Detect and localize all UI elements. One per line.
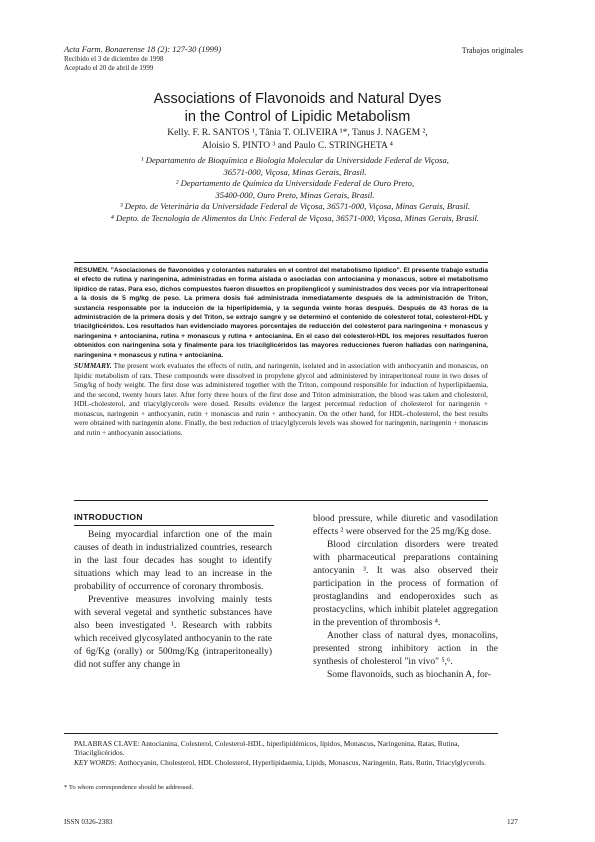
affiliations	[60, 155, 530, 224]
body-paragraph: Preventive measures involving mainly tests with several vegetal and synthetic substances have also been investigated ¹. Research with rabbits which received glycosylated anthocyanin to the rate of 6g/Kg (orally) or 500mg/Kg (intraperitoneally) did not suffer any change in	[74, 595, 272, 670]
affiliation-line: ³ Depto. de Veterinária da Universidade Federal de Viçosa, 36571-000, Viçosa, Minas Gerais, Brasil.	[119, 201, 470, 211]
keywords-top-rule	[64, 733, 498, 734]
title-line: Associations of Flavonoids and Natural Dyes	[153, 91, 442, 107]
title-line: in the Control of Lipidic Metabolism	[184, 109, 411, 125]
keywords-en	[74, 758, 492, 767]
affiliation-line: ² Departamento de Química da Universidade Federal de Ouro Preto,	[175, 178, 415, 188]
correspondence-footnote: * To whom correspondence should be addressed.	[64, 784, 194, 791]
section-label: Trabajos originales	[461, 46, 523, 55]
keywords-es	[74, 739, 492, 758]
keywords-es-label: PALABRAS CLAVE:	[74, 739, 140, 748]
resumen-paragraph	[74, 266, 488, 360]
paper-title	[0, 90, 595, 126]
accepted-date: Aceptado el 20 de abril de 1999	[64, 64, 154, 72]
section-heading: INTRODUCTION	[74, 512, 143, 522]
affiliation-line: ⁴ Depto. de Tecnologia de Alimentos da Univ. Federal de Viçosa, 36571-000, Viçosa, Minas Gerais, Brasil.	[110, 212, 480, 223]
heading-rule	[74, 525, 274, 526]
body-paragraph: blood pressure, while diuretic and vasodilation effects ² were observed for the 25 mg/Kg dose.	[313, 514, 498, 537]
author-line: Aloisio S. PINTO ³ and Paulo C. STRINGHETA ⁴	[201, 141, 393, 151]
abstract-bottom-rule	[74, 500, 488, 501]
keywords-en-text: Anthocyanin, Cholesterol, HDL Cholesterol, Hyperlipidaemia, Lipids, Monascus, Naringenin, Rats, Rutin, Triacylglycerols.	[118, 757, 486, 767]
summary-paragraph	[74, 361, 488, 437]
body-paragraph: Some flavonoids, such as biochanin A, for-	[327, 670, 491, 680]
resumen-label: RESUMEN.	[74, 267, 109, 274]
summary-label: SUMMARY.	[74, 361, 112, 371]
page-number: 127	[507, 818, 518, 826]
body-paragraph: Blood circulation disorders were treated with pharmaceutical preparations containing antocyanin ³. It was also observed their participation in the process of formation of prostaglandins and endoperoxides such as prostacyclins, which inhibit platelet aggregation in the prevention of thrombosis ⁴.	[313, 540, 498, 628]
keywords-block	[74, 739, 492, 767]
resumen-text: "Asociaciones de flavonoides y colorantes naturales en el control del metabolismo lipídico". El presente trabajo estudia el efecto de rutina y naringenina, administradas en forma aislada o asociadas con antocianina y monascus, sobre el metabolismo lipídico de ratas. Para eso, dichos compuestos fueron disueltos en propilenglicol y suministrados dos veces por vía intraperitoneal a la dosis de 5 mg/kg de peso. La primera dosis fué administrada inmediatamente después de la administración de Triton, sustancia responsable por la inducción de la hiperlipidemia, y la segunda veinte horas después. Después de 43 horas de la administración de la primera dosis y del Triton, se extrajo sangre y se determinó el contenido de colesterol total, colesterol-HDL y triacilglicéridos. Los resultados han evidenciado mayores porcentajes de reducción del colesterol para naringenina + monascus y naringenina + antocianina, rutina + monascus y rutina + antocianina. En el caso del colesterol-HDL los mejores resultados fueron obtenidos con naringenina sola y finalmente para los triacilglicéridos las mayores reducciones fueron halladas con naringenina, naringenina + monascus y rutina + antocianina.	[74, 267, 488, 359]
body-paragraph: Another class of natural dyes, monacolins, presented strong inhibitory action in the synthesis of cholesterol "in vivo" ⁵,⁶.	[313, 631, 498, 667]
author-list	[0, 127, 595, 153]
keywords-es-text: Antocianina, Colesterol, Colesterol-HDL, hiperlipidémicos, lípidos, Monascus, Naringenina, Ratas, Rutina, Triacilglicéridos.	[74, 739, 460, 758]
journal-citation: Acta Farm. Bonaerense 18 (2): 127-30 (1999)	[64, 44, 222, 54]
issn: ISSN 0326-2383	[64, 818, 113, 826]
abstract-block	[74, 266, 488, 437]
abstract-top-rule	[74, 262, 488, 263]
affiliation-line: 36571-000, Viçosa, Minas Gerais, Brasil.	[223, 166, 367, 177]
keywords-en-label: KEY WORDS:	[74, 757, 117, 767]
affiliation-line: 35400-000, Ouro Preto, Minas Gerais, Brasil.	[215, 189, 375, 200]
summary-text: The present work evaluates the effects of rutin, and naringenin, isolated and in association with anthocyanin and monascus, on lipidic metabolism of rats. These compounds were dissolved in propylene glycol and administered by intraperitoneal route in two doses of 5mg/kg of body weight. The first dose was administered together with the Triton, compound responsible for induction of hyperlipidaemia, and the second, twenty hours later. After forty three hours of the first dose and Triton administration, the blood was taken and cholesterol, HDL-cholesterol, and triacylglycerols were dosed. Results evidence the largest percentual reduction of cholesterol for naringenin + monascus, naringenin + anthocyanin, rutin + monascus and rutin + anthocyanin. On the other hand, for HDL-cholesterol, the best results were obtained with naringenin alone. Finally, the best reduction of triacylglycerols levels was showed for naringenin, naringenin + monascus and rutin + anthocyanin associations.	[74, 361, 488, 437]
right-column	[313, 513, 498, 682]
author-line: Kelly. F. R. SANTOS ¹, Tânia T. OLIVEIRA ¹*, Tanus J. NAGEM ²,	[167, 128, 428, 138]
left-column	[74, 511, 272, 672]
received-date: Recibido el 3 de diciembre de 1998	[64, 55, 164, 63]
body-paragraph: Being myocardial infarction one of the main causes of death in industrialized countries, research in the last four decades has sought to identify situations which may lead to an increase in the probability of occurrence of coronary thrombosis.	[74, 530, 272, 592]
affiliation-line: ¹ Departamento de Bioquímica e Biologia Molecular da Universidade Federal de Viçosa,	[141, 155, 449, 165]
